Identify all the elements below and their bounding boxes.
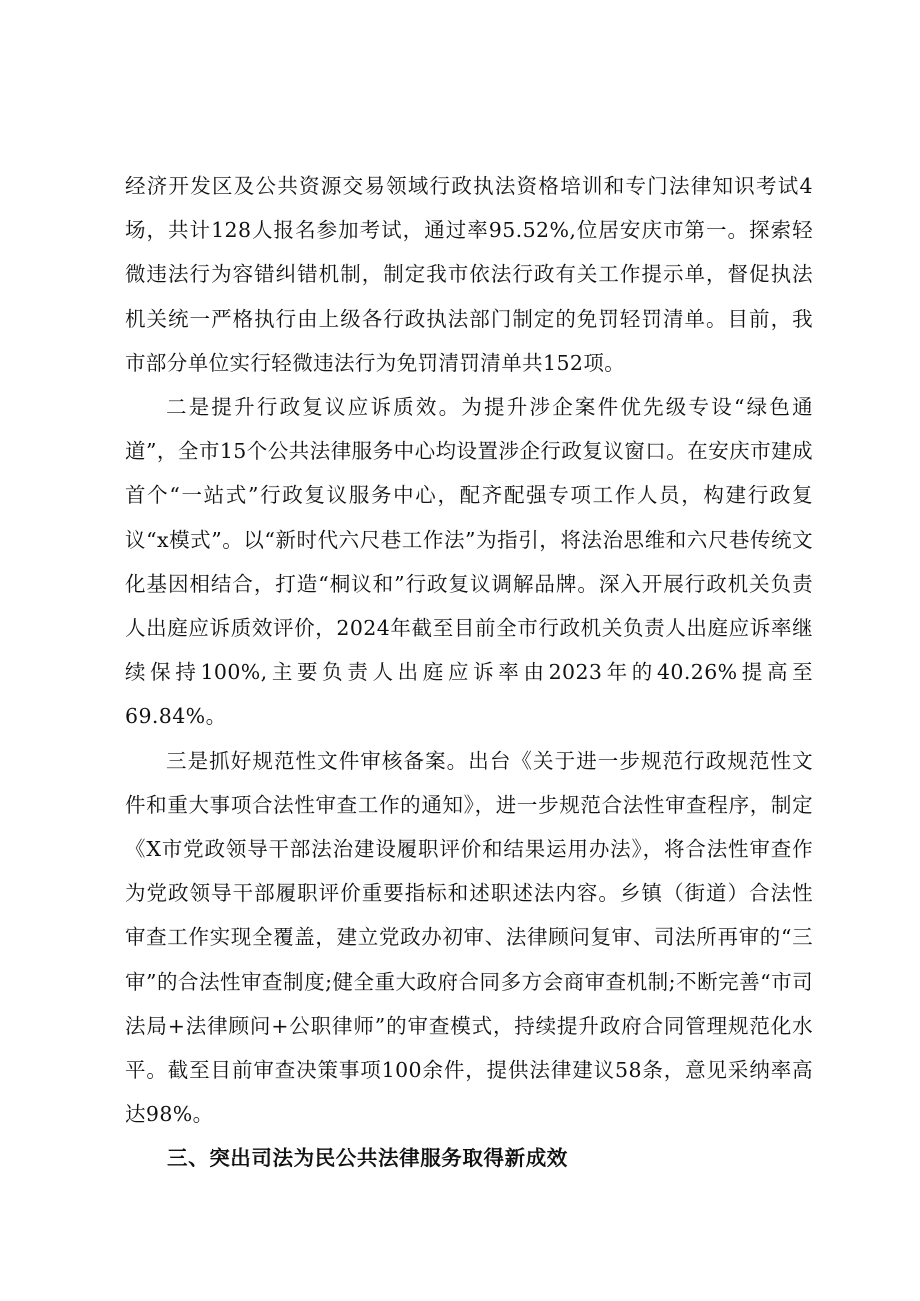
paragraph-2: 二是提升行政复议应诉质效。为提升涉企案件优先级专设“绿色通道”，全市15个公共法律服务中心均设置涉企行政复议窗口。在安庆市建成首个“一站式”行政复议服务中心，配齐配强专项工作人员，构建行政复议“x模式”。以“新时代六尺巷工作法”为指引，将法治思维和六尺巷传统文化基因相结合，打造“桐议和”行政复议调解品牌。深入开展行政机关负责人出庭应诉质效评价，2024年截至目前全市行政机关负责人出庭应诉率继续保持100%,主要负责人出庭应诉率由2023年的40.26%提高至69.84%。 [125,395,813,729]
document-body [125,164,813,1181]
section-heading: 三、突出司法为民公共法律服务取得新成效 [167,1146,568,1171]
paragraph-3: 三是抓好规范性文件审核备案。出台《关于进一步规范行政规范性文件和重大事项合法性审查工作的通知》，进一步规范合法性审查程序，制定《X市党政领导干部法治建设履职评价和结果运用办法》，将合法性审查作为党政领导干部履职评价重要指标和述职述法内容。乡镇（街道）合法性审查工作实现全覆盖，建立党政办初审、法律顾问复审、司法所再审的“三审”的合法性审查制度;健全重大政府合同多方会商审查机制;不断完善“市司法局+法律顾问+公职律师”的审查模式，持续提升政府合同管理规范化水平。截至目前审查决策事项100余件，提供法律建议58条，意见采纳率高达98%。 [125,748,813,1127]
paragraph-1: 经济开发区及公共资源交易领域行政执法资格培训和专门法律知识考试4场，共计128人报名参加考试，通过率95.52%,位居安庆市第一。探索轻微违法行为容错纠错机制，制定我市依法行政有关工作提示单，督促执法机关统一严格执行由上级各行政执法部门制定的免罚轻罚清单。目前，我市部分单位实行轻微违法行为免罚清罚清单共152项。 [125,174,813,375]
